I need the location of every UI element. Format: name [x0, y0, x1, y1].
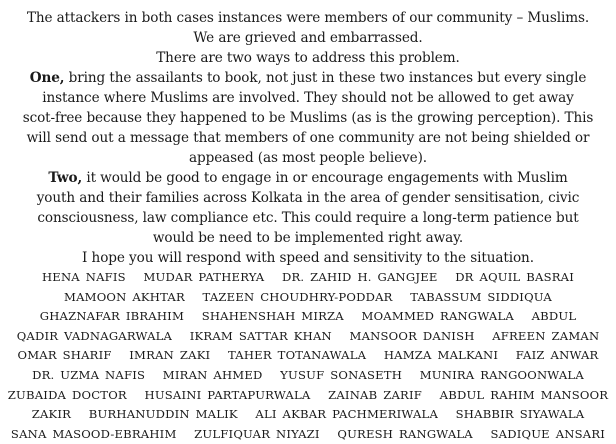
paragraph-grieved: We are grieved and embarrassed. [193, 30, 423, 46]
paragraph-one-lead: One, [29, 70, 65, 86]
paragraph-one-line: scot-free because they happened to be Muslims (as is the growing perception). This [22, 110, 594, 126]
paragraph-two [0, 168, 616, 248]
signatories-line: GHAZNAFAR IBRAHIM SHAHENSHAH MIRZA MOAMMED RANGWALA ABDUL [39, 309, 577, 324]
signatories-line: QADIR VADNAGARWALA IKRAM SATTAR KHAN MANSOOR DANISH AFREEN ZAMAN [16, 328, 600, 343]
paragraph-two-line: youth and their families across Kolkata in the area of gender sensitisation, civic [36, 190, 580, 206]
paragraph-hope: I hope you will respond with speed and sensitivity to the situation. [82, 250, 534, 266]
paragraph-one-line: bring the assailants to book, not just in these two instances but every single [68, 70, 587, 86]
signatories-list [0, 268, 616, 444]
paragraph-two-line: consciousness, law compliance etc. This could require a long-term patience but [37, 210, 579, 226]
signatories-line: SANA MASOOD-EBRAHIM ZULFIQUAR NIYAZI QURESH RANGWALA SADIQUE ANSARI [10, 426, 606, 441]
paragraph-two-ways: There are two ways to address this problem. [156, 50, 460, 66]
signatories-line: ZAKIR BURHANUDDIN MALIK ALI AKBAR PACHMERIWALA SHABBIR SIYAWALA [31, 407, 585, 422]
signatories-line: DR. UZMA NAFIS MIRAN AHMED YUSUF SONASETH MUNIRA RANGOONWALA [32, 367, 584, 382]
paragraph-one-line: instance where Muslims are involved. They should not be allowed to get away [42, 90, 574, 106]
paragraph-one [0, 68, 616, 168]
signatories-line: MAMOON AKHTAR TAZEEN CHOUDHRY-PODDAR TABASSUM SIDDIQUA [64, 289, 552, 304]
paragraph-two-line: it would be good to engage in or encourage engagements with Muslim [86, 170, 568, 186]
paragraph-one-line: will send out a message that members of one community are not being shielded or [26, 130, 590, 146]
paragraph-two-lead: Two, [48, 170, 83, 186]
signatories-line: OMAR SHARIF IMRAN ZAKI TAHER TOTANAWALA HAMZA MALKANI FAIZ ANWAR [17, 348, 599, 363]
paragraph-attackers: The attackers in both cases instances were members of our community – Muslims. [26, 10, 590, 26]
paragraph-one-line: appeased (as most people believe). [188, 150, 428, 166]
signatories-line: ZUBAIDA DOCTOR HUSAINI PARTAPURWALA ZAINAB ZARIF ABDUL RAHIM MANSOOR [7, 387, 609, 402]
signatories-line: HENA NAFIS MUDAR PATHERYA DR. ZAHID H. GANGJEE DR AQUIL BASRAI [41, 270, 575, 284]
paragraph-two-line: would be need to be implemented right away. [152, 230, 464, 246]
